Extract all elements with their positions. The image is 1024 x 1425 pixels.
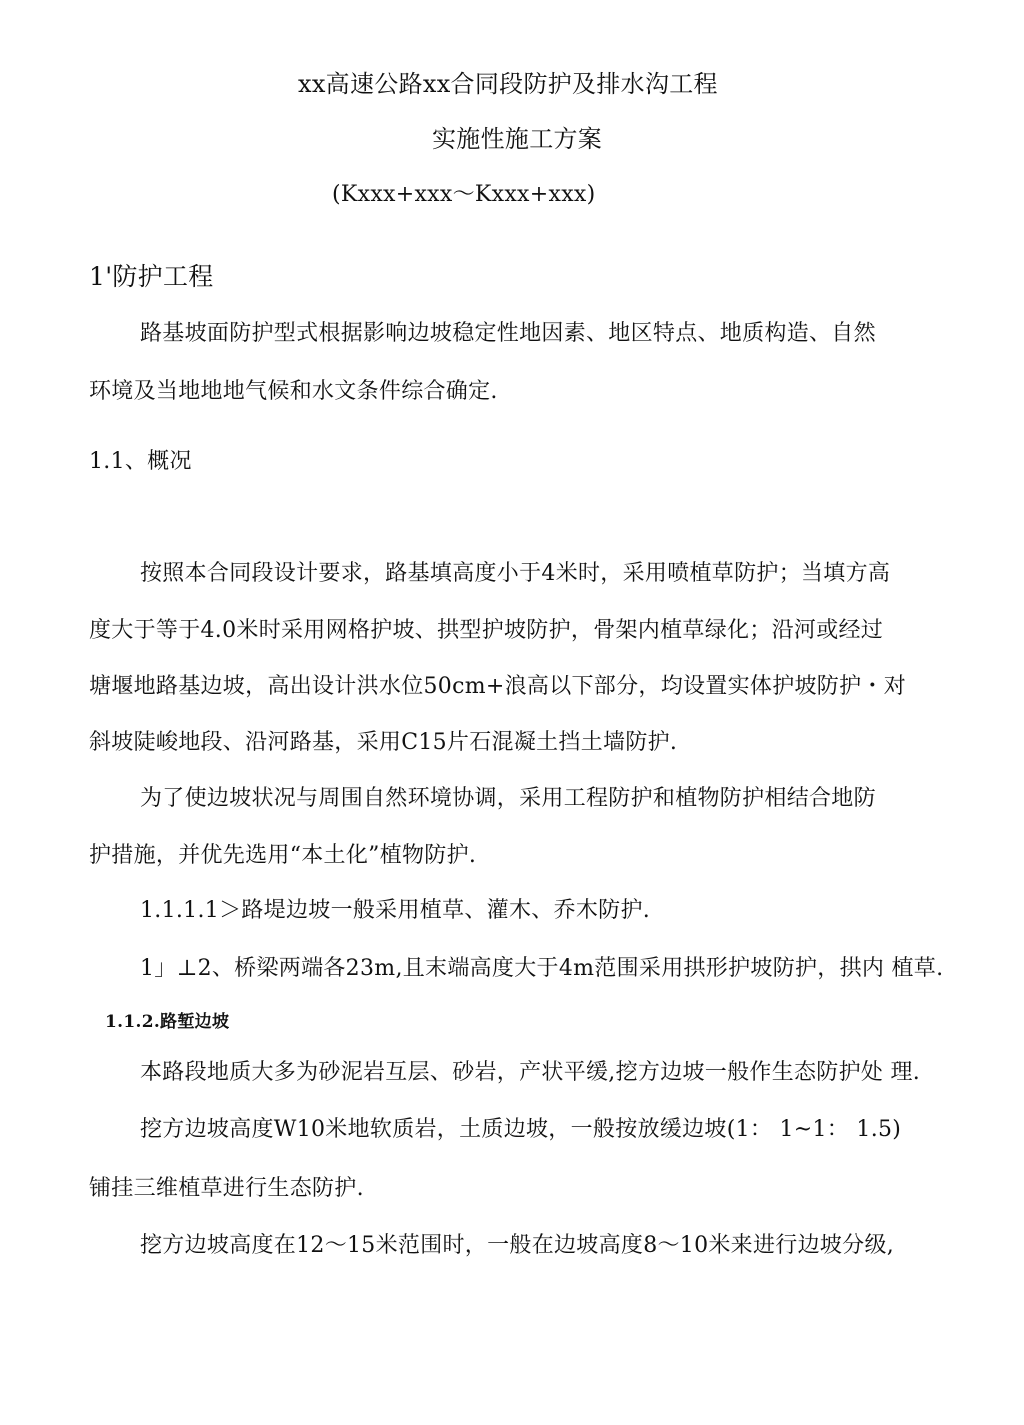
section-1-heading: 1'防护工程 (89, 262, 214, 291)
overview-para-1-line-2: 度大于等于4.0米时采用网格护坡、拱型护坡防护，骨架内植草绿化；沿河或经过 (89, 618, 884, 643)
cut-para-3: 挖方边坡高度在12～15米范围时，一般在边坡高度8～10米来进行边坡分级, (140, 1233, 895, 1258)
section-1-1-heading: 1.1、概况 (89, 449, 192, 474)
overview-para-1-line-1: 按照本合同段设计要求，路基填高度小于4米时，采用喷植草防护；当填方高 (140, 561, 891, 586)
chainage-range: (Kxxx+xxx～Kxxx+xxx) (332, 182, 596, 207)
section-1-para-line-1: 路基坡面防护型式根据影响边坡稳定性地因素、地区特点、地质构造、自然 (140, 321, 876, 346)
item-1-1-2-bridge: 1」⊥2、桥梁两端各23m,且末端高度大于4m范围采用拱形护坡防护，拱内 植草. (140, 956, 944, 981)
cut-para-1: 本路段地质大多为砂泥岩互层、砂岩，产状平缓,挖方边坡一般作生态防护处 理. (140, 1060, 921, 1085)
section-1-1-2-heading: 1.1.2.路堑边坡 (105, 1012, 230, 1032)
title-line-1: xx高速公路xx合同段防护及排水沟工程 (298, 70, 718, 98)
overview-para-2-line-2: 护措施，并优先选用“本土化”植物防护. (89, 843, 477, 868)
cut-para-2-line-2: 铺挂三维植草进行生态防护. (89, 1176, 364, 1201)
cut-para-2-line-1: 挖方边坡高度W10米地软质岩，土质边坡，一般按放缓边坡(1： 1~1： 1.5) (140, 1117, 902, 1142)
title-line-2: 实施性施工方案 (432, 125, 603, 153)
section-1-para-line-2: 环境及当地地地气候和水文条件综合确定. (89, 379, 498, 404)
overview-para-1-line-3: 塘堰地路基边坡，高出设计洪水位50cm+浪高以下部分，均设置实体护坡防护・对 (89, 674, 907, 699)
overview-para-2-line-1: 为了使边坡状况与周围自然环境协调，采用工程防护和植物防护相结合地防 (140, 786, 876, 811)
overview-para-1-line-4: 斜坡陡峻地段、沿河路基，采用C15片石混凝土挡土墙防护. (89, 730, 678, 755)
item-1-1-1-1: 1.1.1.1＞路堤边坡一般采用植草、灌木、乔木防护. (140, 898, 651, 923)
